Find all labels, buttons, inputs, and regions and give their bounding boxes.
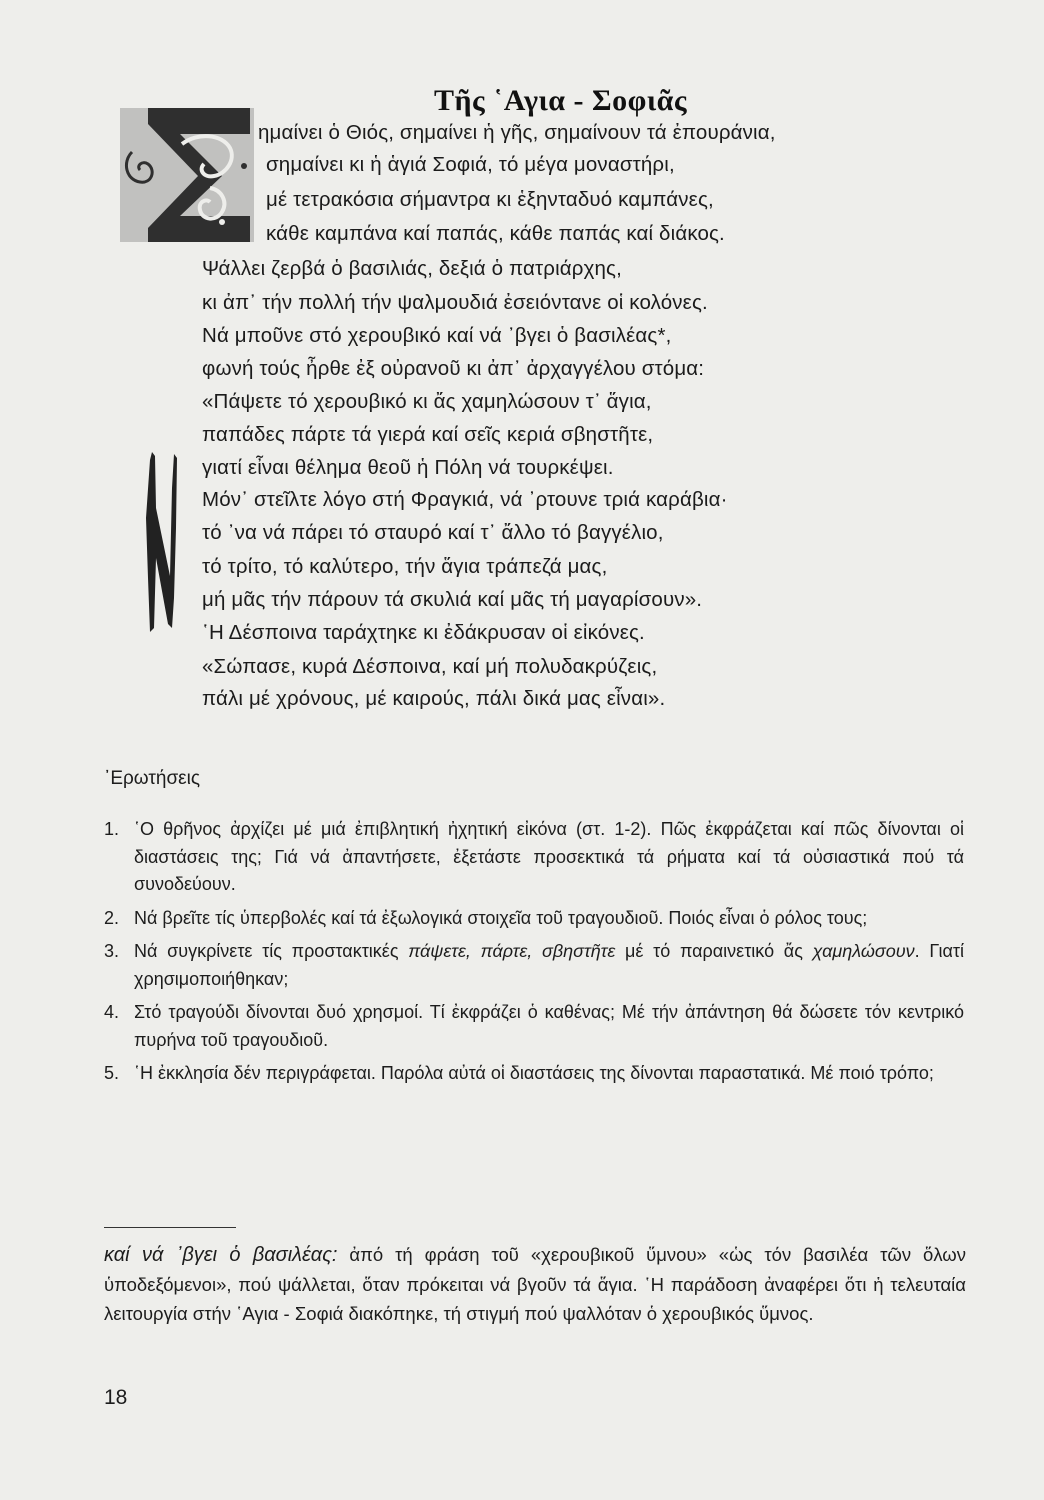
page-title: Τῆς ῾Αγια - Σοφιᾶς (434, 84, 688, 118)
question-emphasis: πάψετε, πάρτε, σβηστῆτε (408, 941, 616, 961)
question-text: ῾Η ἐκκλησία δέν περιγράφεται. Παρόλα αὐτά οἱ διαστάσεις της δίνονται παραστατικά. Μέ ποιό τρόπο; (134, 1063, 934, 1083)
footnote-divider (104, 1227, 236, 1228)
ornamental-sigma-dropcap (118, 104, 256, 246)
question-item (104, 905, 964, 933)
question-number: 4. (104, 1002, 120, 1022)
poem-line: τό τρίτο, τό καλύτερο, τήν ἅγια τράπεζά μας, (202, 555, 608, 578)
poem-line: Ψάλλει ζερβά ὁ βασιλιάς, δεξιά ὁ πατριάρχης, (202, 257, 622, 280)
footnote (104, 1240, 966, 1328)
question-number: 3. (104, 941, 120, 961)
question-number: 2. (104, 907, 120, 928)
question-emphasis: χαμηλώσουν (812, 941, 915, 961)
poem-line: Νά μποῦνε στό χερουβικό καί νά ᾽βγει ὁ βασιλέας*, (202, 324, 672, 347)
poem-line: παπάδες πάρτε τά γιερά καί σεῖς κεριά σβηστῆτε, (202, 423, 654, 446)
poem-line: κάθε καμπάνα καί παπάς, κάθε παπάς καί διάκος. (266, 222, 725, 245)
poem-line: γιατί εἶναι θέλημα θεοῦ ἡ Πόλη νά τουρκέψει. (202, 456, 614, 479)
question-item (104, 938, 964, 993)
poem-line: μέ τετρακόσια σήμαντρα κι ἑξηνταδυό καμπάνες, (266, 188, 714, 211)
poem-line: πάλι μέ χρόνους, μέ καιρούς, πάλι δικά μας εἶναι». (202, 687, 666, 710)
question-text-part: Νά συγκρίνετε τίς προστακτικές (134, 941, 409, 961)
question-text: Νά βρεῖτε τίς ὑπερβολές καί τά ἐξωλογικά στοιχεῖα τοῦ τραγουδιοῦ. Ποιός εἶναι ὁ ρόλος τους; (134, 907, 868, 928)
calligraphic-n-mark (138, 448, 180, 636)
question-text (134, 941, 964, 989)
poem-line: μή μᾶς τήν πάρουν τά σκυλιά καί μᾶς τή μαγαρίσουν». (202, 588, 703, 611)
poem-line: ῾Η Δέσποινα ταράχτηκε κι ἐδάκρυσαν οἱ εἰκόνες. (202, 621, 645, 644)
poem-line: φωνή τούς ἦρθε ἐξ οὐρανοῦ κι ἀπ᾽ ἀρχαγγέλου στόμα: (202, 357, 705, 380)
poem-line: «Πάψετε τό χερουβικό κι ἄς χαμηλώσουν τ᾽ ἅγια, (202, 390, 652, 413)
question-item (104, 1060, 964, 1088)
poem-line: Μόν᾽ στεῖλτε λόγο στή Φραγκιά, νά ᾽ρτουνε τριά καράβια· (202, 488, 728, 511)
page-number: 18 (104, 1386, 128, 1409)
poem-line: ημαίνει ὁ Θιός, σημαίνει ἡ γῆς, σημαίνουν τά ἐπουράνια, (258, 121, 776, 144)
question-number: 1. (104, 819, 120, 839)
questions-heading: ᾽Ερωτήσεις (104, 768, 201, 789)
question-text-part: μέ τό παραινετικό ἄς (615, 941, 813, 961)
poem-line: τό ᾽να νά πάρει τό σταυρό καί τ᾽ ἄλλο τό βαγγέλιο, (202, 521, 664, 544)
question-text-part: . Γιατί χρησιμοποιήθηκαν; (134, 941, 964, 989)
footnote-term: καί νά ᾽βγει ὁ βασιλέας: (104, 1244, 338, 1266)
poem-line: κι ἀπ᾽ τήν πολλή τήν ψαλμουδιά ἐσειόντανε οἱ κολόνες. (202, 291, 708, 314)
question-text: ῾Ο θρῆνος ἀρχίζει μέ μιά ἐπιβλητική ἠχητική εἰκόνα (στ. 1-2). Πῶς ἐκφράζεται καί πῶς δίνονται οἱ διαστάσεις της; Γιά νά ἀπαντήσετε, ἐξετάστε προσεκτικά τά ρήματα καί τά οὐσιαστικά πού τά συνοδεύουν. (134, 819, 964, 894)
poem-line: «Σώπασε, κυρά Δέσποινα, καί μή πολυδακρύζεις, (202, 655, 658, 678)
footnote-text: ἀπό τή φράση τοῦ «χερουβικοῦ ὕμνου» «ὡς τόν βασιλέα τῶν ὅλων ὑποδεξόμενοι», πού ψάλλεται, ὅταν πρόκειται νά βγοῦν τά ἅγια. ῾Η παράδοση ἀναφέρει ὅτι ἡ τελευταία λειτουργία στήν ῾Αγια - Σοφιά διακόπηκε, τή στιγμή πού ψαλλόταν ὁ χερουβικός ὕμνος. (104, 1244, 966, 1324)
questions-list (104, 816, 964, 1094)
question-text: Στό τραγούδι δίνονται δυό χρησμοί. Τί ἐκφράζει ὁ καθένας; Μέ τήν ἀπάντηση θά δώσετε τόν κεντρικό πυρήνα τοῦ τραγουδιοῦ. (134, 1002, 964, 1050)
poem-line: σημαίνει κι ἡ ἁγιά Σοφιά, τό μέγα μοναστήρι, (266, 153, 675, 176)
question-item (104, 816, 964, 899)
question-item (104, 999, 964, 1054)
question-number: 5. (104, 1063, 120, 1083)
